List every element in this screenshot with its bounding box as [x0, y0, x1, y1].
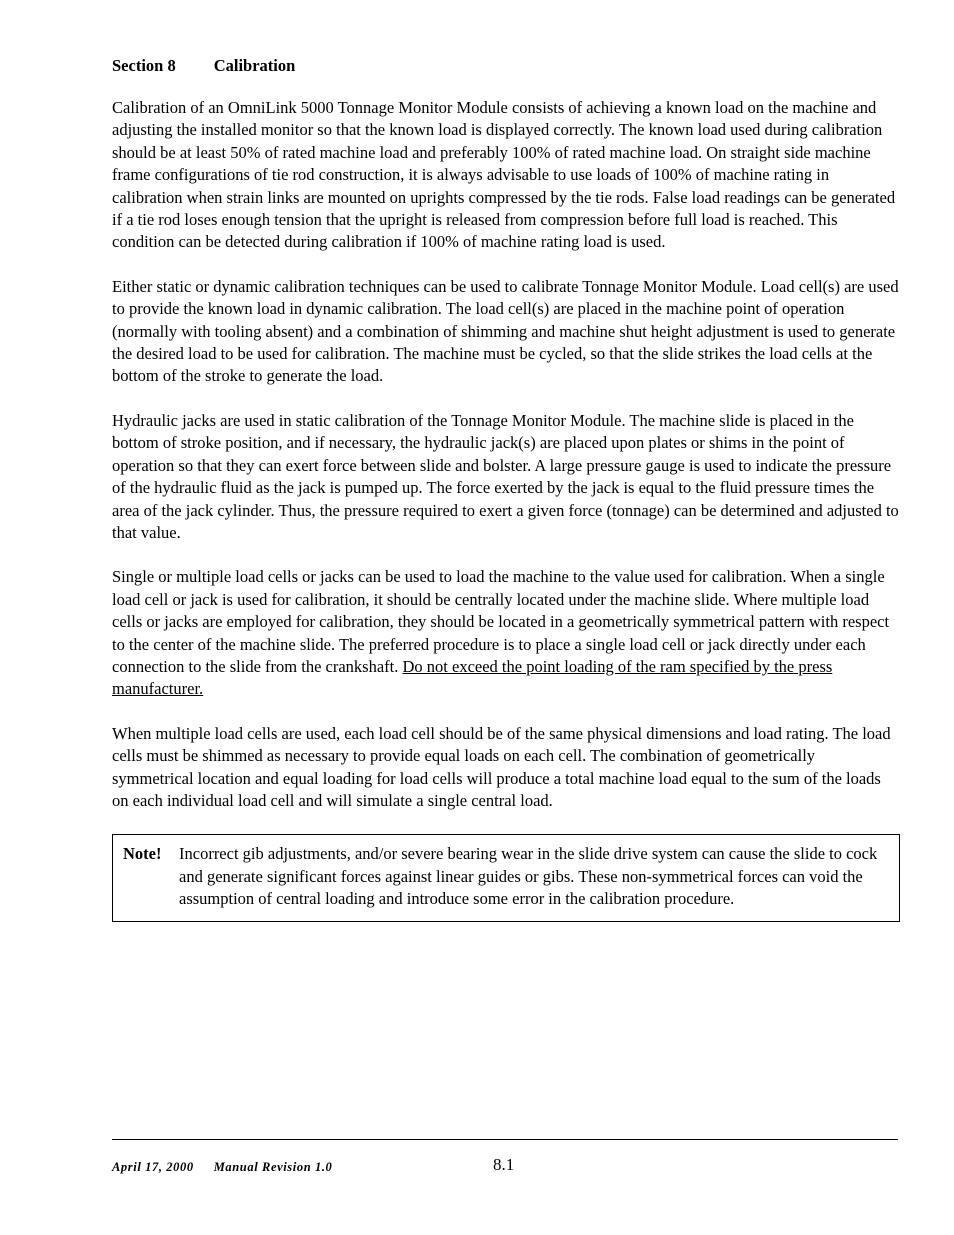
- note-label: Note!: [123, 844, 162, 864]
- note-text: Incorrect gib adjustments, and/or severe bearing wear in the slide drive system can cause the slide to cock and generate significant forces against linear guides or gibs. These non-symmetrical forces can void the assumption of central loading and introduce some error in the calibration procedure.: [179, 844, 878, 909]
- page-number: 8.1: [493, 1155, 515, 1174]
- footer-revision: Manual Revision 1.0: [213, 1160, 333, 1174]
- footer-date: April 17, 2000: [112, 1160, 194, 1174]
- paragraph-dynamic-calibration: Either static or dynamic calibration techniques can be used to calibrate Tonnage Monitor Module. Load cell(s) are used to provide the known load in dynamic calibration. The load cell(s) are placed in the machine point of operation (normally with tooling absent) and a combination of shimming and machine shut height adjustment is used to generate the desired load to be used for calibration. The machine must be cycled, so that the slide strikes the load cells at the bottom of the stroke to generate the load.: [112, 276, 899, 386]
- section-heading: [112, 52, 900, 80]
- point-loading-warning: Do not exceed the point loading of the ram specified by the press manufacturer.: [112, 656, 833, 699]
- note-box: [112, 834, 900, 921]
- section-number: Section 8: [112, 56, 176, 75]
- load-cell-placement-text: Single or multiple load cells or jacks can be used to load the machine to the value used for calibration. When a single load cell or jack is used for calibration, it should be centrally located under the machine slide. Where multiple load cells or jacks are employed for calibration, they should be located in a geometrically symmetrical pattern with respect to the center of the machine slide. The preferred procedure is to place a single load cell or jack directly under each connection to the slide from the crankshaft.: [112, 567, 890, 676]
- section-title: Calibration: [213, 56, 296, 75]
- paragraph-multiple-load-cells: When multiple load cells are used, each load cell should be of the same physical dimensions and load rating. The load cells must be shimmed as necessary to provide equal loads on each cell. The combination of geometrically symmetrical location and equal loading for load cells will produce a total machine load equal to the sum of the loads on each individual load cell and will simulate a single central load.: [112, 723, 891, 810]
- document-body: [112, 52, 900, 922]
- footer-divider: [112, 1139, 898, 1140]
- paragraph-load-cell-placement: [112, 566, 900, 700]
- paragraph-static-calibration: Hydraulic jacks are used in static calibration of the Tonnage Monitor Module. The machine slide is placed in the bottom of stroke position, and if necessary, the hydraulic jack(s) are placed upon plates or shims in the point of operation so that they can exert force between slide and bolster. A large pressure gauge is used to indicate the pressure of the hydraulic fluid as the jack is pumped up. The force exerted by the jack is equal to the fluid pressure times the area of the jack cylinder. Thus, the pressure required to exert a given force (tonnage) can be determined and adjusted to that value.: [112, 410, 899, 542]
- paragraph-calibration-overview: Calibration of an OmniLink 5000 Tonnage Monitor Module consists of achieving a known load on the machine and adjusting the installed monitor so that the known load is displayed correctly. The known load used during calibration should be at least 50% of rated machine load and preferably 100% of rated machine load. On straight side machine frame configurations of tie rod construction, it is always advisable to use loads of 100% of machine rating in calibration when strain links are mounted on uprights compressed by the tie rods. False load readings can be generated if a tie rod loses enough tension that the upright is released from compression before full load is reached. This condition can be detected during calibration if 100% of machine rating load is used.: [112, 98, 896, 252]
- footer-info: [112, 1160, 332, 1175]
